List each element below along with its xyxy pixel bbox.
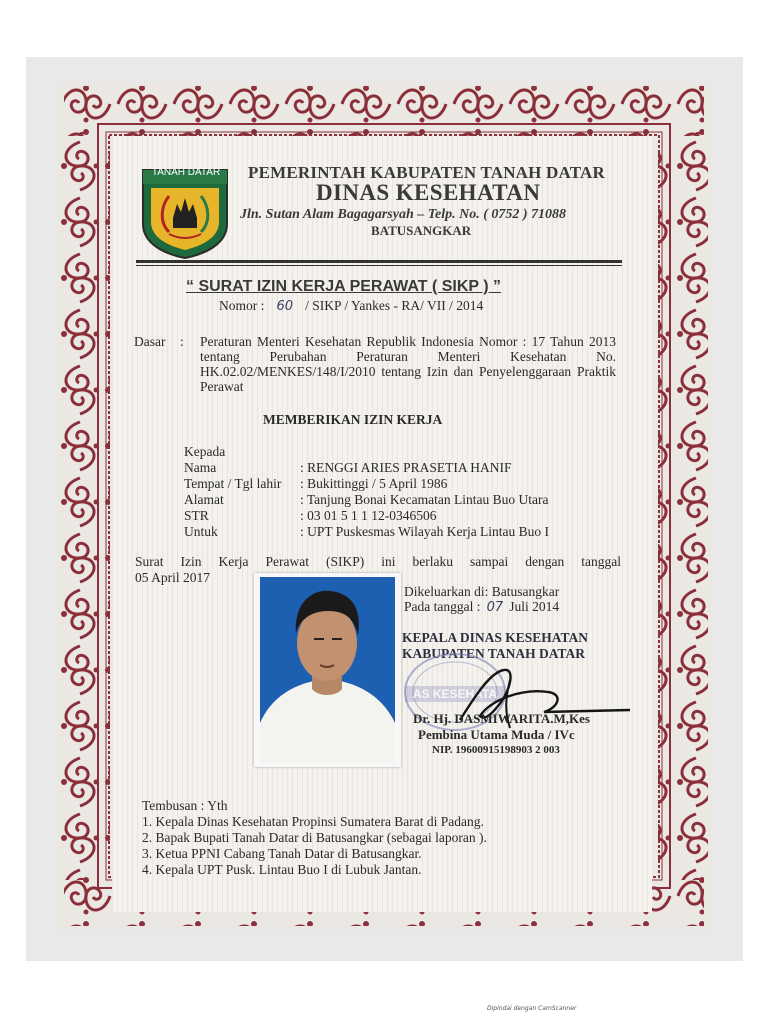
field-label-str: STR [184, 508, 209, 523]
basis-label: Dasar [134, 334, 166, 349]
issued-date-label: Pada tanggal : [404, 599, 481, 614]
tanah-datar-emblem-icon [139, 166, 231, 260]
field-value-birth: : Bukittinggi / 5 April 1986 [300, 476, 448, 491]
basis-colon: : [180, 334, 184, 349]
issued-date [404, 599, 559, 615]
grant-heading: MEMBERIKAN IZIN KERJA [263, 412, 443, 427]
stamp-text: AS KESEHATA [412, 687, 498, 701]
validity-text: Surat Izin Kerja Perawat (SIKP) ini berlaku sampai dengan tanggal [135, 554, 621, 569]
issued-month-year: Juli 2014 [509, 599, 560, 614]
agency-heading: DINAS KESEHATAN [316, 180, 541, 205]
signatory-nip: NIP. 19600915198903 2 003 [432, 744, 560, 756]
number-suffix: / SIKP / Yankes - RA/ VII / 2014 [305, 298, 484, 313]
document-number [219, 298, 483, 314]
handwritten-day: 07 [486, 600, 504, 615]
field-value-name: : RENGGI ARIES PRASETIA HANIF [300, 460, 512, 475]
portrait-image [254, 573, 401, 767]
cc-item: 4. Kepala UPT Pusk. Lintau Buo I di Lubuk Jantan. [142, 862, 422, 877]
government-heading: PEMERINTAH KABUPATEN TANAH DATAR [248, 163, 605, 182]
handwritten-number: 60 [276, 299, 294, 314]
field-value-purpose: : UPT Puskesmas Wilayah Kerja Lintau Buo I [300, 524, 550, 539]
field-label-purpose: Untuk [184, 524, 218, 539]
signatory-rank: Pembina Utama Muda / IVc [418, 727, 575, 742]
validity-date: 05 April 2017 [135, 570, 211, 585]
header-rule-thin [136, 265, 622, 266]
signatory-name: Dr. Hj. DASMIWARITA.M,Kes [413, 711, 590, 726]
cc-heading: Tembusan : Yth [142, 798, 228, 813]
field-value-str: : 03 01 5 1 1 12-0346506 [300, 508, 437, 523]
signatory-title-line2: KABUPATEN TANAH DATAR [402, 646, 586, 661]
holder-photo [254, 573, 401, 767]
cc-item: 1. Kepala Dinas Kesehatan Propinsi Sumatera Barat di Padang. [142, 814, 484, 829]
document-title: “ SURAT IZIN KERJA PERAWAT ( SIKP ) ” [186, 278, 501, 295]
field-label-birth: Tempat / Tgl lahir [184, 476, 282, 491]
issued-place: Dikeluarkan di: Batusangkar [404, 584, 560, 599]
to-label: Kepada [184, 444, 226, 459]
field-value-address: : Tanjung Bonai Kecamatan Lintau Buo Utara [300, 492, 549, 507]
emblem-label: TANAH DATAR [151, 167, 221, 178]
basis-text: Peraturan Menteri Kesehatan Republik Indonesia Nomor : 17 Tahun 2013 tentang Perubahan Peraturan Menteri Kesehatan No. HK.02.02/MENKES/148/I/2010 tentang Izin dan Penyelenggaraan Praktik Perawat [200, 334, 616, 394]
scanner-watermark: Dipindai dengan CamScanner [487, 1005, 577, 1012]
agency-city: BATUSANGKAR [371, 223, 472, 238]
cc-item: 3. Ketua PPNI Cabang Tanah Datar di Batusangkar. [142, 846, 422, 861]
signatory-title-line1: KEPALA DINAS KESEHATAN [402, 630, 589, 645]
number-label: Nomor : [219, 298, 265, 313]
cc-item: 2. Bapak Bupati Tanah Datar di Batusangkar (sebagai laporan ). [142, 830, 487, 845]
field-label-name: Nama [184, 460, 217, 475]
field-label-address: Alamat [184, 492, 224, 507]
header-rule [136, 260, 622, 263]
agency-address: Jln. Sutan Alam Bagagarsyah – Telp. No. ( 0752 ) 71088 [240, 207, 567, 222]
